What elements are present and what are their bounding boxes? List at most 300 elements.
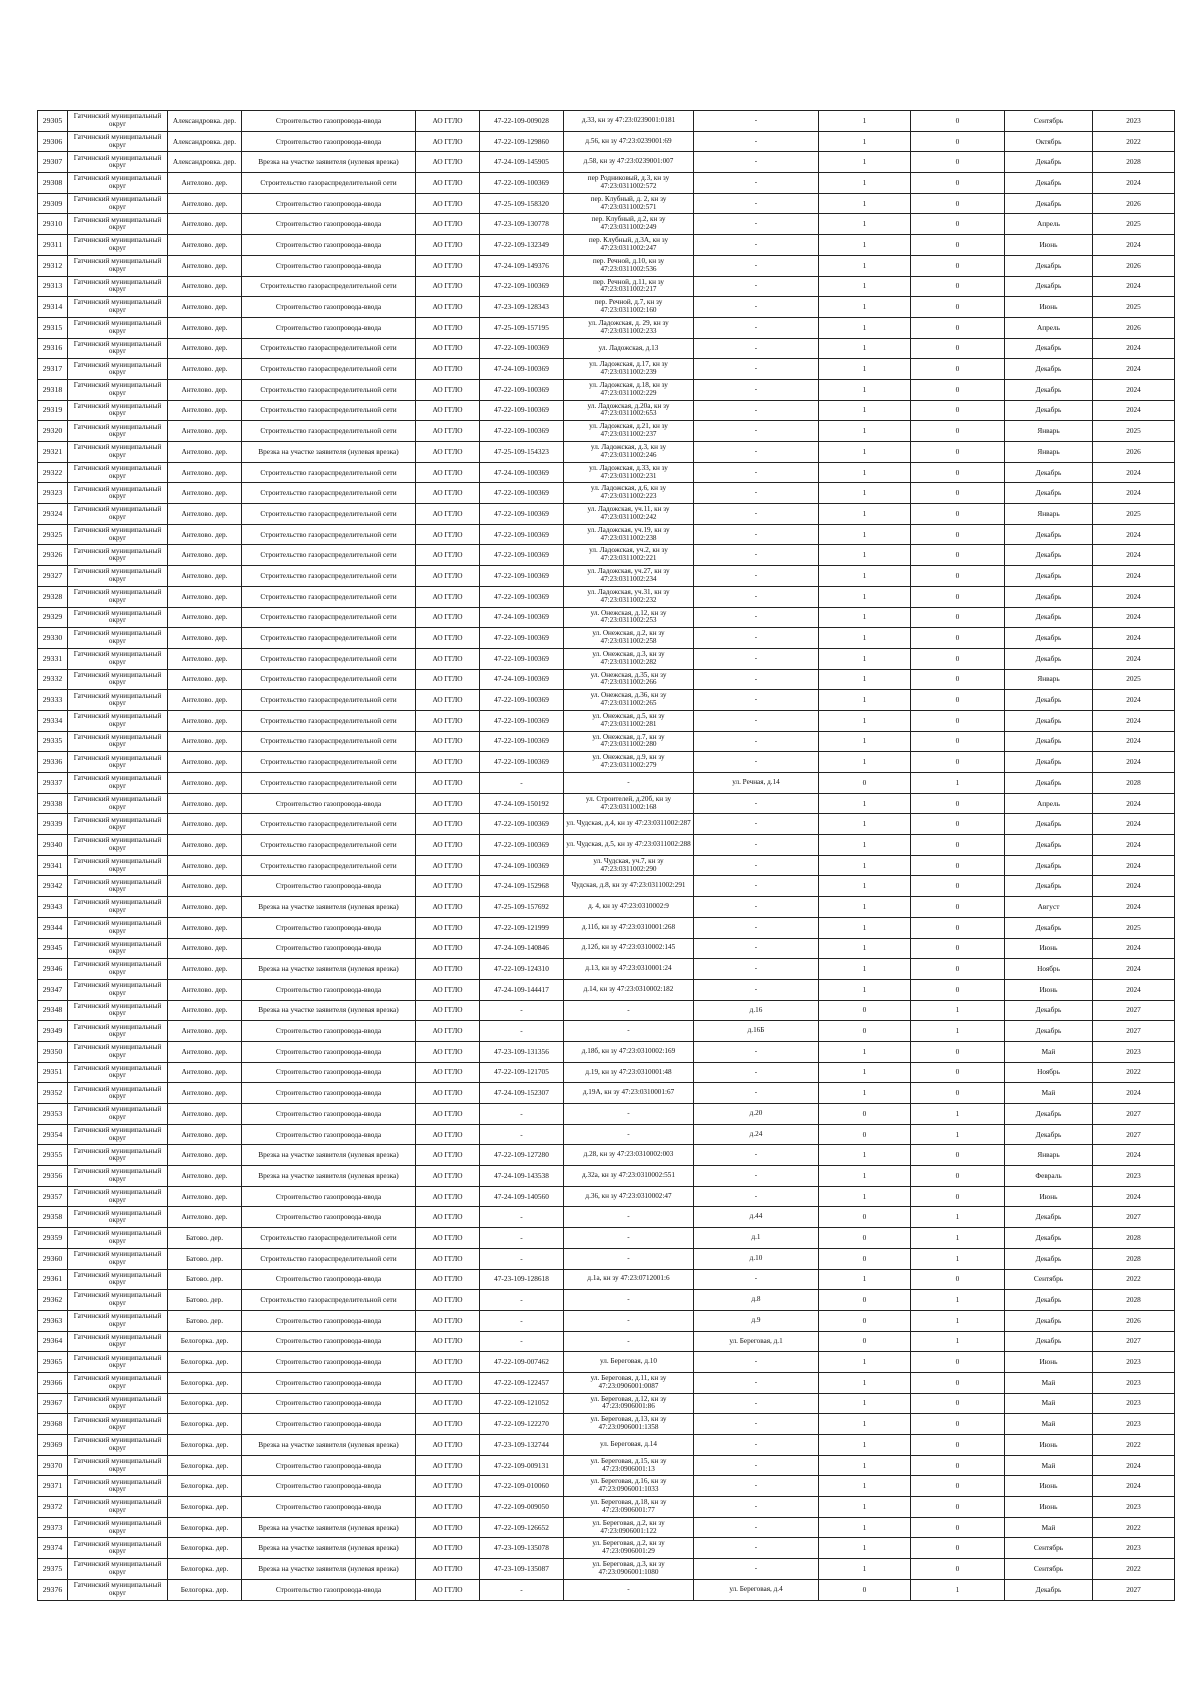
cell-work-type: Строительство газораспределительной сети — [242, 504, 416, 525]
cell-work-type: Строительство газопровода-ввода — [242, 111, 416, 132]
cell-month: Июнь — [1005, 1435, 1093, 1456]
cell-planned-address: - — [694, 917, 819, 938]
cell-work-type: Строительство газопровода-ввода — [242, 214, 416, 235]
cell-count-b: 1 — [911, 1000, 1005, 1021]
cell-count-a: 1 — [819, 524, 911, 545]
cell-year: 2024 — [1093, 938, 1175, 959]
cell-row-number: 29371 — [38, 1476, 68, 1497]
cell-organization: АО ГГЛО — [416, 648, 480, 669]
cell-count-b: 0 — [911, 1455, 1005, 1476]
table-row — [38, 1269, 1175, 1290]
cell-planned-address: д.16 — [694, 1000, 819, 1021]
cell-row-number: 29336 — [38, 752, 68, 773]
cell-month: Июнь — [1005, 1352, 1093, 1373]
cell-count-a: 1 — [819, 1186, 911, 1207]
cell-month: Декабрь — [1005, 1248, 1093, 1269]
table-row — [38, 379, 1175, 400]
cell-organization: АО ГГЛО — [416, 710, 480, 731]
table-row — [38, 1331, 1175, 1352]
cell-organization: АО ГГЛО — [416, 1021, 480, 1042]
table-row — [38, 545, 1175, 566]
cell-address-cadastral: - — [564, 1331, 694, 1352]
table-row — [38, 855, 1175, 876]
cell-planned-address: - — [694, 1393, 819, 1414]
cell-count-a: 1 — [819, 1476, 911, 1497]
cell-row-number: 29334 — [38, 710, 68, 731]
cell-row-number: 29340 — [38, 835, 68, 856]
table-row — [38, 1145, 1175, 1166]
cell-work-type: Строительство газораспределительной сети — [242, 338, 416, 359]
cell-municipality: Гатчинский муниципальный округ — [68, 897, 168, 918]
cell-application-number: 47-22-109-100369 — [480, 628, 564, 649]
cell-organization: АО ГГЛО — [416, 1579, 480, 1600]
cell-organization: АО ГГЛО — [416, 317, 480, 338]
table-row — [38, 607, 1175, 628]
cell-month: Декабрь — [1005, 524, 1093, 545]
cell-work-type: Строительство газопровода-ввода — [242, 876, 416, 897]
cell-planned-address: - — [694, 317, 819, 338]
cell-month: Сентябрь — [1005, 111, 1093, 132]
cell-row-number: 29314 — [38, 297, 68, 318]
cell-year: 2028 — [1093, 1290, 1175, 1311]
cell-month: Май — [1005, 1393, 1093, 1414]
cell-count-b: 0 — [911, 111, 1005, 132]
cell-work-type: Строительство газопровода-ввода — [242, 1083, 416, 1104]
cell-year: 2023 — [1093, 111, 1175, 132]
cell-planned-address: - — [694, 483, 819, 504]
cell-row-number: 29373 — [38, 1517, 68, 1538]
cell-settlement: Антелово. дер. — [168, 1166, 242, 1187]
cell-planned-address: д.16Б — [694, 1021, 819, 1042]
cell-organization: АО ГГЛО — [416, 897, 480, 918]
cell-year: 2024 — [1093, 793, 1175, 814]
cell-planned-address: - — [694, 669, 819, 690]
cell-work-type: Строительство газопровода-ввода — [242, 793, 416, 814]
cell-month: Декабрь — [1005, 1207, 1093, 1228]
cell-count-a: 0 — [819, 1331, 911, 1352]
cell-address-cadastral: д.18б, кн зу 47:23:0310002:169 — [564, 1041, 694, 1062]
cell-address-cadastral: ул. Ладожская, уч.19, кн зу 47:23:0311002:238 — [564, 524, 694, 545]
cell-count-a: 1 — [819, 814, 911, 835]
cell-work-type: Строительство газораспределительной сети — [242, 607, 416, 628]
table-row — [38, 1476, 1175, 1497]
cell-settlement: Антелово. дер. — [168, 255, 242, 276]
cell-planned-address: д.24 — [694, 1124, 819, 1145]
cell-application-number: 47-23-109-128343 — [480, 297, 564, 318]
cell-planned-address: д.1 — [694, 1228, 819, 1249]
cell-count-a: 1 — [819, 235, 911, 256]
cell-month: Декабрь — [1005, 1290, 1093, 1311]
cell-address-cadastral: ул. Онежская, д.3, кн зу 47:23:0311002:282 — [564, 648, 694, 669]
cell-settlement: Антелово. дер. — [168, 690, 242, 711]
cell-address-cadastral: д.19, кн зу 47:23:0310001:48 — [564, 1062, 694, 1083]
cell-municipality: Гатчинский муниципальный округ — [68, 1310, 168, 1331]
cell-application-number: 47-24-109-140560 — [480, 1186, 564, 1207]
cell-organization: АО ГГЛО — [416, 628, 480, 649]
cell-month: Май — [1005, 1414, 1093, 1435]
cell-address-cadastral: д.13, кн зу 47:23:0310001:24 — [564, 959, 694, 980]
cell-organization: АО ГГЛО — [416, 1269, 480, 1290]
cell-row-number: 29329 — [38, 607, 68, 628]
cell-month: Август — [1005, 897, 1093, 918]
cell-work-type: Строительство газораспределительной сети — [242, 276, 416, 297]
cell-work-type: Строительство газораспределительной сети — [242, 773, 416, 794]
cell-count-b: 0 — [911, 752, 1005, 773]
cell-application-number: 47-24-109-144417 — [480, 979, 564, 1000]
cell-settlement: Батово. дер. — [168, 1290, 242, 1311]
cell-planned-address: д.10 — [694, 1248, 819, 1269]
cell-municipality: Гатчинский муниципальный округ — [68, 421, 168, 442]
cell-planned-address: - — [694, 1145, 819, 1166]
cell-month: Июнь — [1005, 235, 1093, 256]
cell-municipality: Гатчинский муниципальный округ — [68, 628, 168, 649]
cell-application-number: - — [480, 1207, 564, 1228]
cell-address-cadastral: ул. Ладожская, уч.27, кн зу 47:23:0311002:234 — [564, 566, 694, 587]
cell-count-a: 1 — [819, 1269, 911, 1290]
cell-settlement: Антелово. дер. — [168, 214, 242, 235]
cell-count-b: 0 — [911, 193, 1005, 214]
cell-row-number: 29335 — [38, 731, 68, 752]
cell-count-a: 1 — [819, 1517, 911, 1538]
cell-row-number: 29370 — [38, 1455, 68, 1476]
cell-count-b: 0 — [911, 255, 1005, 276]
cell-organization: АО ГГЛО — [416, 1000, 480, 1021]
cell-year: 2024 — [1093, 979, 1175, 1000]
cell-address-cadastral: ул. Береговая, д.2, кн зу 47:23:0906001:29 — [564, 1538, 694, 1559]
cell-address-cadastral: - — [564, 1579, 694, 1600]
cell-organization: АО ГГЛО — [416, 1393, 480, 1414]
cell-row-number: 29345 — [38, 938, 68, 959]
cell-count-a: 0 — [819, 1021, 911, 1042]
cell-row-number: 29347 — [38, 979, 68, 1000]
cell-address-cadastral: пер. Клубный, д. 2, кн зу 47:23:0311002:571 — [564, 193, 694, 214]
cell-count-a: 1 — [819, 193, 911, 214]
cell-organization: АО ГГЛО — [416, 959, 480, 980]
cell-organization: АО ГГЛО — [416, 855, 480, 876]
cell-application-number: 47-23-109-131356 — [480, 1041, 564, 1062]
cell-year: 2024 — [1093, 690, 1175, 711]
cell-address-cadastral: ул. Ладожская, д.33, кн зу 47:23:0311002:231 — [564, 462, 694, 483]
cell-year: 2022 — [1093, 1269, 1175, 1290]
cell-settlement: Антелово. дер. — [168, 173, 242, 194]
cell-organization: АО ГГЛО — [416, 1310, 480, 1331]
cell-settlement: Александровка. дер. — [168, 131, 242, 152]
cell-application-number: 47-22-109-121999 — [480, 917, 564, 938]
cell-work-type: Строительство газопровода-ввода — [242, 1186, 416, 1207]
cell-year: 2025 — [1093, 917, 1175, 938]
cell-work-type: Врезка на участке заявителя (нулевая врезка) — [242, 1559, 416, 1580]
cell-count-a: 1 — [819, 586, 911, 607]
cell-planned-address: д.8 — [694, 1290, 819, 1311]
cell-month: Январь — [1005, 669, 1093, 690]
cell-application-number: - — [480, 1579, 564, 1600]
cell-settlement: Антелово. дер. — [168, 938, 242, 959]
cell-settlement: Антелово. дер. — [168, 752, 242, 773]
cell-organization: АО ГГЛО — [416, 173, 480, 194]
cell-count-b: 0 — [911, 793, 1005, 814]
cell-year: 2023 — [1093, 1414, 1175, 1435]
table-row — [38, 669, 1175, 690]
cell-year: 2024 — [1093, 586, 1175, 607]
cell-application-number: 47-22-109-121052 — [480, 1393, 564, 1414]
table-row — [38, 566, 1175, 587]
cell-work-type: Строительство газораспределительной сети — [242, 669, 416, 690]
cell-municipality: Гатчинский муниципальный округ — [68, 545, 168, 566]
cell-application-number: - — [480, 773, 564, 794]
cell-count-b: 0 — [911, 876, 1005, 897]
cell-settlement: Антелово. дер. — [168, 1062, 242, 1083]
cell-count-b: 0 — [911, 835, 1005, 856]
table-row — [38, 483, 1175, 504]
cell-settlement: Антелово. дер. — [168, 566, 242, 587]
cell-settlement: Антелово. дер. — [168, 1186, 242, 1207]
table-row — [38, 131, 1175, 152]
document-page — [37, 110, 1174, 1601]
cell-municipality: Гатчинский муниципальный округ — [68, 317, 168, 338]
cell-count-a: 1 — [819, 317, 911, 338]
cell-application-number: 47-22-109-009028 — [480, 111, 564, 132]
cell-count-b: 0 — [911, 317, 1005, 338]
cell-address-cadastral: ул. Ладожская, д.6, кн зу 47:23:0311002:223 — [564, 483, 694, 504]
cell-year: 2024 — [1093, 855, 1175, 876]
cell-count-a: 0 — [819, 1248, 911, 1269]
cell-row-number: 29309 — [38, 193, 68, 214]
cell-planned-address: - — [694, 1166, 819, 1187]
cell-planned-address: - — [694, 379, 819, 400]
cell-municipality: Гатчинский муниципальный округ — [68, 1062, 168, 1083]
cell-planned-address: - — [694, 710, 819, 731]
cell-municipality: Гатчинский муниципальный округ — [68, 297, 168, 318]
cell-organization: АО ГГЛО — [416, 1166, 480, 1187]
cell-settlement: Антелово. дер. — [168, 297, 242, 318]
cell-application-number: 47-22-109-100369 — [480, 400, 564, 421]
table-row — [38, 152, 1175, 173]
cell-row-number: 29363 — [38, 1310, 68, 1331]
cell-organization: АО ГГЛО — [416, 566, 480, 587]
cell-work-type: Строительство газораспределительной сети — [242, 814, 416, 835]
cell-month: Февраль — [1005, 1166, 1093, 1187]
cell-municipality: Гатчинский муниципальный округ — [68, 648, 168, 669]
cell-count-a: 1 — [819, 400, 911, 421]
cell-application-number: 47-23-109-135078 — [480, 1538, 564, 1559]
cell-count-a: 1 — [819, 979, 911, 1000]
cell-organization: АО ГГЛО — [416, 917, 480, 938]
cell-address-cadastral: ул. Ладожская, уч.2, кн зу 47:23:0311002:221 — [564, 545, 694, 566]
cell-month: Декабрь — [1005, 1579, 1093, 1600]
cell-row-number: 29324 — [38, 504, 68, 525]
cell-settlement: Батово. дер. — [168, 1269, 242, 1290]
cell-count-b: 0 — [911, 1062, 1005, 1083]
cell-settlement: Батово. дер. — [168, 1248, 242, 1269]
table-row — [38, 876, 1175, 897]
cell-application-number: 47-22-109-121705 — [480, 1062, 564, 1083]
cell-month: Май — [1005, 1041, 1093, 1062]
cell-address-cadastral: ул. Онежская, д.5, кн зу 47:23:0311002:281 — [564, 710, 694, 731]
table-row — [38, 317, 1175, 338]
cell-settlement: Антелово. дер. — [168, 835, 242, 856]
cell-count-a: 1 — [819, 462, 911, 483]
cell-municipality: Гатчинский муниципальный округ — [68, 235, 168, 256]
cell-planned-address: д.20 — [694, 1104, 819, 1125]
cell-month: Сентябрь — [1005, 1538, 1093, 1559]
cell-address-cadastral: д.58, кн зу 47:23:0239001:007 — [564, 152, 694, 173]
cell-work-type: Строительство газопровода-ввода — [242, 1310, 416, 1331]
cell-address-cadastral: ул. Онежская, д.35, кн зу 47:23:0311002:266 — [564, 669, 694, 690]
cell-application-number: 47-22-109-100369 — [480, 338, 564, 359]
cell-count-a: 1 — [819, 731, 911, 752]
table-row — [38, 690, 1175, 711]
cell-row-number: 29306 — [38, 131, 68, 152]
cell-settlement: Антелово. дер. — [168, 1041, 242, 1062]
cell-application-number: 47-22-109-122270 — [480, 1414, 564, 1435]
cell-count-a: 1 — [819, 690, 911, 711]
cell-month: Ноябрь — [1005, 1062, 1093, 1083]
cell-count-a: 1 — [819, 566, 911, 587]
cell-municipality: Гатчинский муниципальный округ — [68, 607, 168, 628]
cell-planned-address: - — [694, 111, 819, 132]
cell-row-number: 29332 — [38, 669, 68, 690]
cell-row-number: 29372 — [38, 1497, 68, 1518]
cell-year: 2024 — [1093, 173, 1175, 194]
cell-address-cadastral: пер Родниковый, д.3, кн зу 47:23:0311002:572 — [564, 173, 694, 194]
cell-row-number: 29353 — [38, 1104, 68, 1125]
cell-address-cadastral: ул. Береговая, д.12, кн зу 47:23:0906001:86 — [564, 1393, 694, 1414]
cell-address-cadastral: - — [564, 1310, 694, 1331]
cell-count-a: 1 — [819, 959, 911, 980]
cell-application-number: 47-22-109-100369 — [480, 421, 564, 442]
cell-year: 2025 — [1093, 669, 1175, 690]
cell-month: Июнь — [1005, 979, 1093, 1000]
cell-organization: АО ГГЛО — [416, 979, 480, 1000]
table-row — [38, 400, 1175, 421]
cell-address-cadastral: ул. Онежская, д.7, кн зу 47:23:0311002:280 — [564, 731, 694, 752]
cell-address-cadastral: ул. Береговая, д.16, кн зу 47:23:0906001:1033 — [564, 1476, 694, 1497]
cell-work-type: Строительство газопровода-ввода — [242, 1352, 416, 1373]
cell-year: 2022 — [1093, 1517, 1175, 1538]
cell-count-b: 0 — [911, 1352, 1005, 1373]
table-row — [38, 421, 1175, 442]
cell-row-number: 29339 — [38, 814, 68, 835]
cell-settlement: Антелово. дер. — [168, 1000, 242, 1021]
cell-row-number: 29308 — [38, 173, 68, 194]
cell-planned-address: - — [694, 1517, 819, 1538]
cell-work-type: Строительство газопровода-ввода — [242, 1124, 416, 1145]
cell-work-type: Строительство газораспределительной сети — [242, 855, 416, 876]
table-row — [38, 1310, 1175, 1331]
cell-municipality: Гатчинский муниципальный округ — [68, 379, 168, 400]
cell-work-type: Строительство газораспределительной сети — [242, 421, 416, 442]
cell-planned-address: - — [694, 1062, 819, 1083]
cell-month: Май — [1005, 1455, 1093, 1476]
cell-municipality: Гатчинский муниципальный округ — [68, 1269, 168, 1290]
cell-year: 2023 — [1093, 1166, 1175, 1187]
cell-municipality: Гатчинский муниципальный округ — [68, 1497, 168, 1518]
cell-municipality: Гатчинский муниципальный округ — [68, 111, 168, 132]
cell-year: 2024 — [1093, 607, 1175, 628]
cell-organization: АО ГГЛО — [416, 524, 480, 545]
cell-row-number: 29338 — [38, 793, 68, 814]
table-row — [38, 917, 1175, 938]
cell-organization: АО ГГЛО — [416, 111, 480, 132]
cell-settlement: Белогорка. дер. — [168, 1538, 242, 1559]
table-row — [38, 1166, 1175, 1187]
cell-work-type: Строительство газопровода-ввода — [242, 1476, 416, 1497]
cell-row-number: 29352 — [38, 1083, 68, 1104]
cell-work-type: Строительство газораспределительной сети — [242, 731, 416, 752]
cell-count-b: 1 — [911, 1124, 1005, 1145]
cell-municipality: Гатчинский муниципальный округ — [68, 173, 168, 194]
cell-count-b: 0 — [911, 731, 1005, 752]
cell-work-type: Строительство газораспределительной сети — [242, 1228, 416, 1249]
cell-application-number: 47-22-109-132349 — [480, 235, 564, 256]
table-row — [38, 1062, 1175, 1083]
cell-application-number: 47-25-109-154323 — [480, 442, 564, 463]
cell-month: Декабрь — [1005, 400, 1093, 421]
cell-count-a: 1 — [819, 1538, 911, 1559]
cell-address-cadastral: д. 4, кн зу 47:23:0310002:9 — [564, 897, 694, 918]
cell-month: Июнь — [1005, 1497, 1093, 1518]
cell-settlement: Антелово. дер. — [168, 400, 242, 421]
cell-work-type: Врезка на участке заявителя (нулевая врезка) — [242, 1145, 416, 1166]
cell-settlement: Антелово. дер. — [168, 959, 242, 980]
cell-application-number: 47-22-109-007462 — [480, 1352, 564, 1373]
cell-settlement: Антелово. дер. — [168, 648, 242, 669]
cell-municipality: Гатчинский муниципальный округ — [68, 566, 168, 587]
cell-settlement: Белогорка. дер. — [168, 1517, 242, 1538]
cell-month: Декабрь — [1005, 193, 1093, 214]
cell-year: 2024 — [1093, 959, 1175, 980]
cell-application-number: 47-24-109-100369 — [480, 855, 564, 876]
cell-year: 2024 — [1093, 524, 1175, 545]
cell-application-number: 47-24-109-100369 — [480, 359, 564, 380]
cell-month: Декабрь — [1005, 835, 1093, 856]
cell-settlement: Белогорка. дер. — [168, 1455, 242, 1476]
cell-month: Декабрь — [1005, 173, 1093, 194]
cell-count-b: 0 — [911, 1372, 1005, 1393]
cell-organization: АО ГГЛО — [416, 731, 480, 752]
cell-work-type: Строительство газопровода-ввода — [242, 297, 416, 318]
cell-count-a: 0 — [819, 1228, 911, 1249]
cell-year: 2024 — [1093, 814, 1175, 835]
cell-work-type: Строительство газопровода-ввода — [242, 1269, 416, 1290]
cell-application-number: 47-24-109-152307 — [480, 1083, 564, 1104]
cell-planned-address: - — [694, 545, 819, 566]
cell-planned-address: - — [694, 1414, 819, 1435]
cell-address-cadastral: ул. Ладожская, д.20а, кн зу 47:23:0311002:653 — [564, 400, 694, 421]
cell-count-b: 0 — [911, 504, 1005, 525]
cell-count-b: 0 — [911, 400, 1005, 421]
cell-year: 2024 — [1093, 483, 1175, 504]
cell-application-number: - — [480, 1124, 564, 1145]
cell-year: 2025 — [1093, 504, 1175, 525]
cell-count-a: 1 — [819, 276, 911, 297]
cell-planned-address: - — [694, 938, 819, 959]
table-row — [38, 1104, 1175, 1125]
cell-year: 2024 — [1093, 379, 1175, 400]
cell-application-number: 47-24-109-150192 — [480, 793, 564, 814]
cell-application-number: 47-22-109-009131 — [480, 1455, 564, 1476]
cell-municipality: Гатчинский муниципальный округ — [68, 400, 168, 421]
cell-year: 2022 — [1093, 131, 1175, 152]
cell-month: Декабрь — [1005, 379, 1093, 400]
cell-settlement: Антелово. дер. — [168, 524, 242, 545]
cell-application-number: 47-24-109-149376 — [480, 255, 564, 276]
cell-settlement: Антелово. дер. — [168, 814, 242, 835]
cell-row-number: 29348 — [38, 1000, 68, 1021]
cell-month: Декабрь — [1005, 1331, 1093, 1352]
cell-work-type: Строительство газопровода-ввода — [242, 131, 416, 152]
cell-address-cadastral: пер. Речной, д.7, кн зу 47:23:0311002:160 — [564, 297, 694, 318]
